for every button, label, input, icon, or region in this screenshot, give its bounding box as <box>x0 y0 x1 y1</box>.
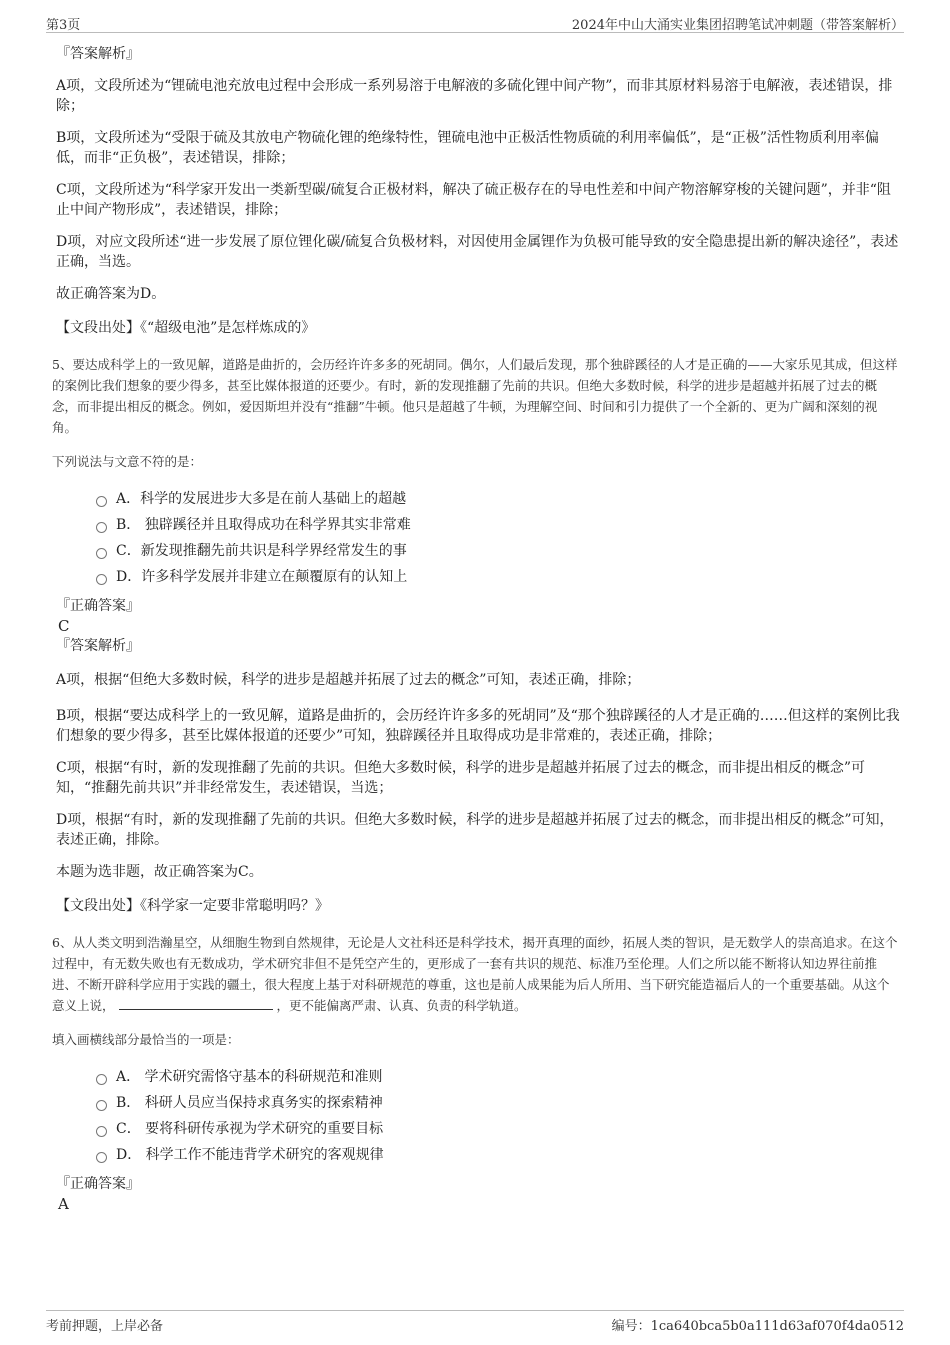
question-5-text: 5、要达成科学上的一致见解，道路是曲折的，会历经许许多多的死胡同。偶尔，人们最后发现，那个独辟蹊径的人才是正确的——大家乐见其成，但这样的案例比我们想象的要少得多，甚至比媒体报道的还要少。有时，新的发现推翻了先前的共识。但绝大多数时候，科学的进步是超越并拓展了过去的概念，而非提出相反的概念。例如，爱因斯坦并没有“推翻”牛顿。他只是超越了牛顿，为理解空间、时间和引力提供了一个全新的、更为广阔和深刻的视角。 <box>52 357 898 435</box>
conclusion: 故正确答案为D。 <box>56 286 166 302</box>
radio-icon[interactable] <box>96 496 107 507</box>
question-6-options <box>96 1064 901 1168</box>
option-c[interactable] <box>96 538 901 564</box>
document-title: 2024年中山大涌实业集团招聘笔试冲刺题（带答案解析） <box>571 18 904 33</box>
radio-icon[interactable] <box>96 1074 107 1085</box>
option-b[interactable] <box>96 1090 901 1116</box>
analysis-paragraph: D项，根据“有时，新的发现推翻了先前的共识。但绝大多数时候，科学的进步是超越并拓展了过去的概念，而非提出相反的概念”可知，表述正确，排除。 <box>56 812 894 848</box>
conclusion: 本题为选非题，故正确答案为C。 <box>56 864 263 880</box>
option-label: B． 科研人员应当保持求真务实的探索精神 <box>116 1095 383 1111</box>
option-a[interactable] <box>96 486 901 512</box>
analysis-label: 『答案解析』 <box>56 638 140 654</box>
answer-label: 『正确答案』 <box>56 1176 140 1192</box>
page-number: 第3页 <box>46 18 81 33</box>
analysis-paragraph: B项，根据“要达成科学上的一致见解，道路是曲折的，会历经许许多多的死胡同”及“那个独辟蹊径的人才是正确的……但这样的案例比我们想象的要少得多，甚至比媒体报道的还要少”可知，独辟蹊径并且取得成功是非常难的，表述正确，排除； <box>56 708 900 744</box>
option-b[interactable] <box>96 512 901 538</box>
option-c[interactable] <box>96 1116 901 1142</box>
option-label: D． 科学工作不能违背学术研究的客观规律 <box>116 1147 384 1163</box>
answer-label: 『正确答案』 <box>56 598 140 614</box>
analysis-label: 『答案解析』 <box>56 46 140 62</box>
question-5-prompt: 下列说法与文意不符的是： <box>52 454 203 469</box>
source-citation: 【文段出处】《科学家一定要非常聪明吗？》 <box>56 898 329 914</box>
answer-value: A <box>58 1195 69 1213</box>
question-6-text <box>52 932 901 1016</box>
option-d[interactable] <box>96 1142 901 1168</box>
radio-icon[interactable] <box>96 1126 107 1137</box>
page-header <box>46 12 904 33</box>
option-label: D．许多科学发展并非建立在颠覆原有的认知上 <box>116 569 408 585</box>
radio-icon[interactable] <box>96 1152 107 1163</box>
radio-icon[interactable] <box>96 574 107 585</box>
radio-icon[interactable] <box>96 522 107 533</box>
page-content <box>52 44 901 1214</box>
analysis-paragraph: B项，文段所述为“受限于硫及其放电产物硫化锂的绝缘特性，锂硫电池中正极活性物质硫的利用率偏低”，是“正极”活性物质利用率偏低，而非“正负极”，表述错误，排除； <box>56 130 879 166</box>
answer-value: C <box>58 617 70 635</box>
document-id: 编号：1ca640bca5b0a111d63af070f4da0512 <box>611 1319 904 1334</box>
analysis-paragraph: A项，根据“但绝大多数时候，科学的进步是超越并拓展了过去的概念”可知，表述正确，排除； <box>56 672 641 688</box>
fill-blank <box>119 995 273 1010</box>
question-6-text-after: ，更不能偏离严肃、认真、负责的科学轨道。 <box>276 998 527 1013</box>
option-label: A．科学的发展进步大多是在前人基础上的超越 <box>116 491 407 507</box>
option-label: C．新发现推翻先前共识是科学界经常发生的事 <box>116 543 407 559</box>
analysis-paragraph: C项，根据“有时，新的发现推翻了先前的共识。但绝大多数时候，科学的进步是超越并拓展了过去的概念，而非提出相反的概念”可知，“推翻先前共识”并非经常发生，表述错误，当选； <box>56 760 866 796</box>
radio-icon[interactable] <box>96 548 107 559</box>
analysis-paragraph: A项，文段所述为“锂硫电池充放电过程中会形成一系列易溶于电解液的多硫化锂中间产物”，而非其原材料易溶于电解液，表述错误，排除； <box>56 78 893 114</box>
question-5-options <box>96 486 901 590</box>
option-d[interactable] <box>96 564 901 590</box>
footer-slogan: 考前押题，上岸必备 <box>46 1319 164 1334</box>
radio-icon[interactable] <box>96 1100 107 1111</box>
source-citation: 【文段出处】《“超级电池”是怎样炼成的》 <box>56 320 316 336</box>
option-a[interactable] <box>96 1064 901 1090</box>
question-6-prompt: 填入画横线部分最恰当的一项是： <box>52 1032 240 1047</box>
analysis-paragraph: C项，文段所述为“科学家开发出一类新型碳/硫复合正极材料，解决了硫正极存在的导电性差和中间产物溶解穿梭的关键问题”，并非“阻止中间产物形成”，表述错误，排除； <box>56 182 891 218</box>
page-footer <box>46 1310 904 1333</box>
option-label: B． 独辟蹊径并且取得成功在科学界其实非常难 <box>116 517 411 533</box>
analysis-paragraph: D项，对应文段所述“进一步发展了原位锂化碳/硫复合负极材料，对因使用金属锂作为负极可能导致的安全隐患提出新的解决途径”，表述正确，当选。 <box>56 234 899 270</box>
option-label: C． 要将科研传承视为学术研究的重要目标 <box>116 1121 384 1137</box>
option-label: A． 学术研究需恪守基本的科研规范和准则 <box>116 1069 383 1085</box>
question-6-text-before: 6、从人类文明到浩瀚星空，从细胞生物到自然规律，无论是人文社科还是科学技术，揭开真理的面纱，拓展人类的智识，是无数学人的崇高追求。在这个过程中，有无数失败也有无数成功，学术研究非但不是凭空产生的，更形成了一套有共识的规范、标准乃至伦理。人们之所以能不断将认知边界往前推进、不断开辟科学应用于实践的疆土，很大程度上基于对科研规范的尊重，这也是前人成果能为后人所用、当下研究能造福后人的一个重要基础。从这个意义上说， <box>52 935 898 1013</box>
